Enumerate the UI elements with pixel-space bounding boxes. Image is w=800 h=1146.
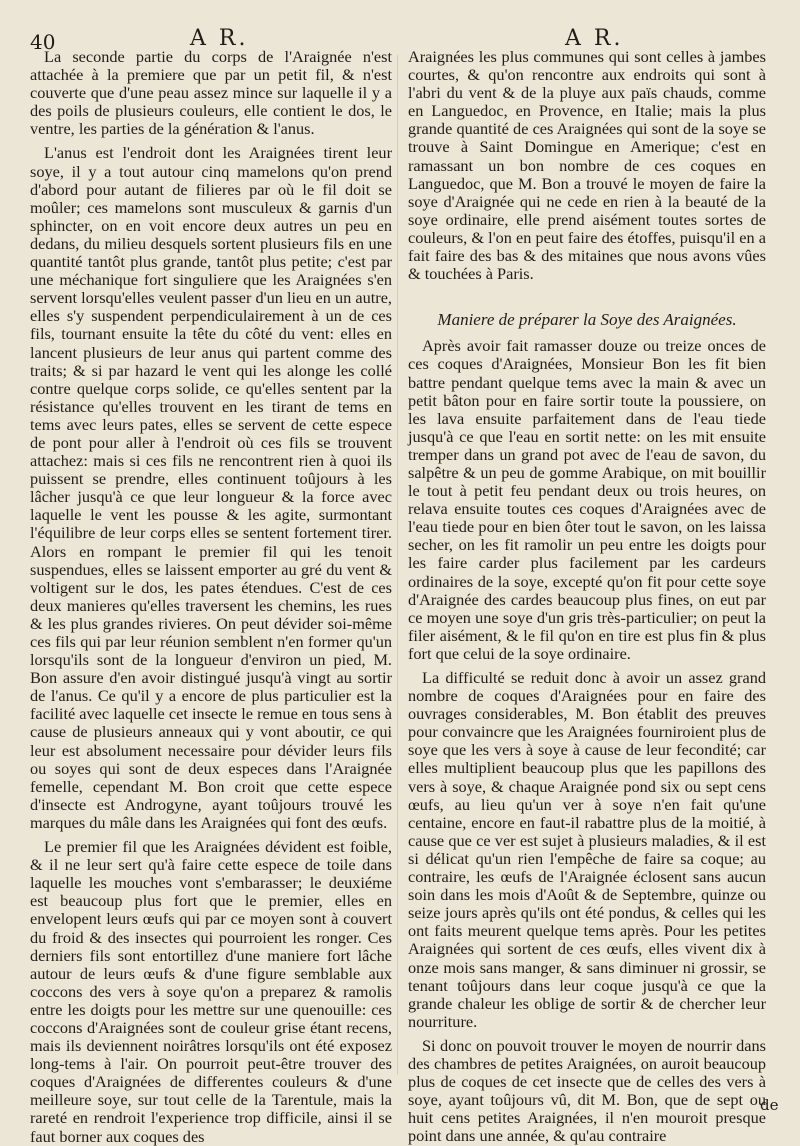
paragraph: Le premier fil que les Araignées dévident est foible, & il ne leur sert qu'à faire cette espece de toile dans laquelle les mouches vont s'embarasser; le deuxiéme est beaucoup plus fort que le premier, elles en envelopent leurs œufs qui par ce moyen sont à couvert du froid & des insectes qui pourroient les ronger. Ces derniers fils sont entortillez d'une maniere fort lâche autour de leurs œufs & d'une figure semblable aux coccons des vers à soye qu'on a preparez & ramolis entre les doigts pour les mettre sur une quenouille: ces coccons d'Araignées sont de couleur grise étant recens, mais ils deviennent noirâtres lorsqu'ils ont été exposez long-tems à l'air. On pourroit peut-être trouver des coques d'Araignées de differentes couleurs & d'une meilleure soye, sur tout celle de la Tarentule, mais la rareté en rendroit l'experience trop difficile, ainsi il se faut borner aux coques des: [30, 837, 392, 1146]
running-head-right: A R.: [565, 26, 624, 51]
column-divider: [397, 55, 398, 1075]
left-column: [30, 47, 392, 1146]
paragraph: L'anus est l'endroit dont les Araignées tirent leur soye, il y a tout autour cinq mamelons qu'on prend d'abord pour autant de filieres par où le fil doit se moûler; ces mamelons sont musculeux & garnis d'un sphincter, on en voit encore deux autres un peu en dedans, du milieu desquels sortent plusieurs fils en une quantité tantôt plus grande, tantôt plus petite; c'est par une méchanique fort singuliere que les Araignées s'en servent lorsqu'elles veulent passer d'un lieu en un autre, elles s'y suspendent perpendiculairement à un de ces fils, tournant ensuite la tête du côté du vent: elles en lancent plusieurs de leur anus qui partent comme des traits; & si par hazard le vent qui les alonge les collé contre quelque corps solide, ce qu'elles sentent par la résistance qu'elles trouvent en les tirant de tems en tems avec leurs pates, elles se servent de cette espece de pont pour aller à l'endroit où ces fils se trouvent attachez: mais si ces fils ne rencontrent rien à quoi ils puissent se prendre, elles continuent toûjours à les lâcher jusqu'à ce que leur longueur & la force avec laquelle le vent les pousse & les agite, surmontant l'équilibre de leur corps elles se sentent fortement tirer. Alors en rompant le premier fil qui les tenoit suspendues, elles se laissent emporter au gré du vent & voltigent sur le dos, les pates étendues. C'est de ces deux manieres qu'elles traversent les chemins, les rues & les plus grandes rivieres. On peut dévider soi-même ces fils qui par leur réunion semblent n'en former qu'un lorsqu'ils sont de la longueur d'environ un pied, M. Bon assure d'en avoir distingué jusqu'à vingt au sortir de l'anus. Ce qu'il y a encore de plus particulier est la facilité avec laquelle cet insecte le remue en tous sens à cause de plusieurs anneaux qui y vont aboutir, ce qui leur est absolument necessaire pour dévider leurs fils ou soyes qui sont de deux especes dans l'Araignée femelle, cependant M. Bon croit que cette espece d'insecte est Androgyne, ayant toûjours trouvé les marques du mâle dans les Araignées qui font des œufs.: [30, 143, 392, 832]
paragraph-continuation: Araignées les plus communes qui sont celles à jambes courtes, & qu'on rencontre aux endroits qui sont à l'abri du vent & de la pluye aux païs chauds, comme en Languedoc, en Provence, en Italie; mais la plus grande quantité de ces Araignées qui sont de la soye se trouve à Saint Domingue en Amerique; c'est en ramassant un bon nombre de ces coques en Languedoc, que M. Bon a trouvé le moyen de faire la soye d'Araignée qui ne cede en rien à la beauté de la soye ordinaire, elle prend aisément toutes sortes de couleurs, & l'on en peut faire des étoffes, puisqu'il en a fait faire des bas & des mitaines que nous avons vûes & touchées à Paris.: [408, 47, 766, 284]
right-column: [408, 47, 766, 1146]
paragraph: Si donc on pouvoit trouver le moyen de nourrir dans des chambres de petites Araignées, on auroit beaucoup plus de coques de cet insecte que de celles des vers à soye, ayant toûjours vû, dit M. Bon, que de sept ou huit cens petites Araignées, il n'en mouroit presque point dans une année, & qu'au contraire: [408, 1035, 766, 1146]
page-number: 40: [30, 30, 56, 54]
section-heading: Maniere de préparer la Soye des Araignées.: [437, 310, 737, 330]
paragraph: La seconde partie du corps de l'Araignée n'est attachée à la premiere que par un petit fil, & n'est couverte que d'une peau assez mince sur laquelle il y a des poils de plusieurs couleurs, elle contient le dos, le ventre, les parties de la génération & l'anus.: [30, 47, 392, 139]
paragraph: La difficulté se reduit donc à avoir un assez grand nombre de coques d'Araignées pour en faire des ouvrages considerables, M. Bon établit des preuves pour convaincre que les Araignées fourniroient plus de soye que les vers à soye à cause de leur fecondité; car elles multiplient beaucoup plus que les papillons des vers à soye, & chaque Araignée pond six ou sept cens œufs, au lieu qu'un ver à soye n'en fait qu'une centaine, encore en faut-il rabattre plus de la moitié, à cause que ce ver est sujet à plusieurs maladies, & il est si délicat qu'un rien l'empêche de faire sa coque; au contraire, les œufs de l'Araignée éclosent sans aucun soin dans les mois d'Août & de Septembre, quinze ou seize jours après qu'ils ont été pondus, & celles qui les ont faits meurent quelque tems après. Pour les petites Araignées qui sortent de ces œufs, elles vivent dix à onze mois sans manger, & sans diminuer ni grossir, se tenant toûjours dans leur coque jusqu'à ce que la grande chaleur les oblige de sortir & de chercher leur nourriture.: [408, 668, 766, 1031]
running-head-left: A R.: [190, 26, 249, 51]
paragraph: Après avoir fait ramasser douze ou treize onces de ces coques d'Araignées, Monsieur Bon les fit bien battre pendant quelque tems avec la main & avec un petit bâton pour en faire sortir toute la poussiere, on les lava ensuite parfaitement dans de l'eau tiede jusqu'à ce que l'eau en sortit nette: on les mit ensuite tremper dans un grand pot avec de l'eau de savon, du salpêtre & un peu de gomme Arabique, on mit bouillir le tout à petit feu pendant deux ou trois heures, on relava ensuite toutes ces coques d'Araignées avec de l'eau tiede pour en bien ôter tout le savon, on les laissa secher, on les fit ramolir un peu entre les doigts pour les faire carder plus facilement par les cardeurs ordinaires de la soye, excepté qu'on fit pour cette soye d'Araignée des cardes beaucoup plus fines, on eut par ce moyen une soye d'un gris très-particulier; on peut la filer aisément, & le fil qu'on en tire est plus fin & plus fort que celui de la soye ordinaire.: [408, 336, 766, 663]
catchword: de: [760, 1096, 779, 1114]
